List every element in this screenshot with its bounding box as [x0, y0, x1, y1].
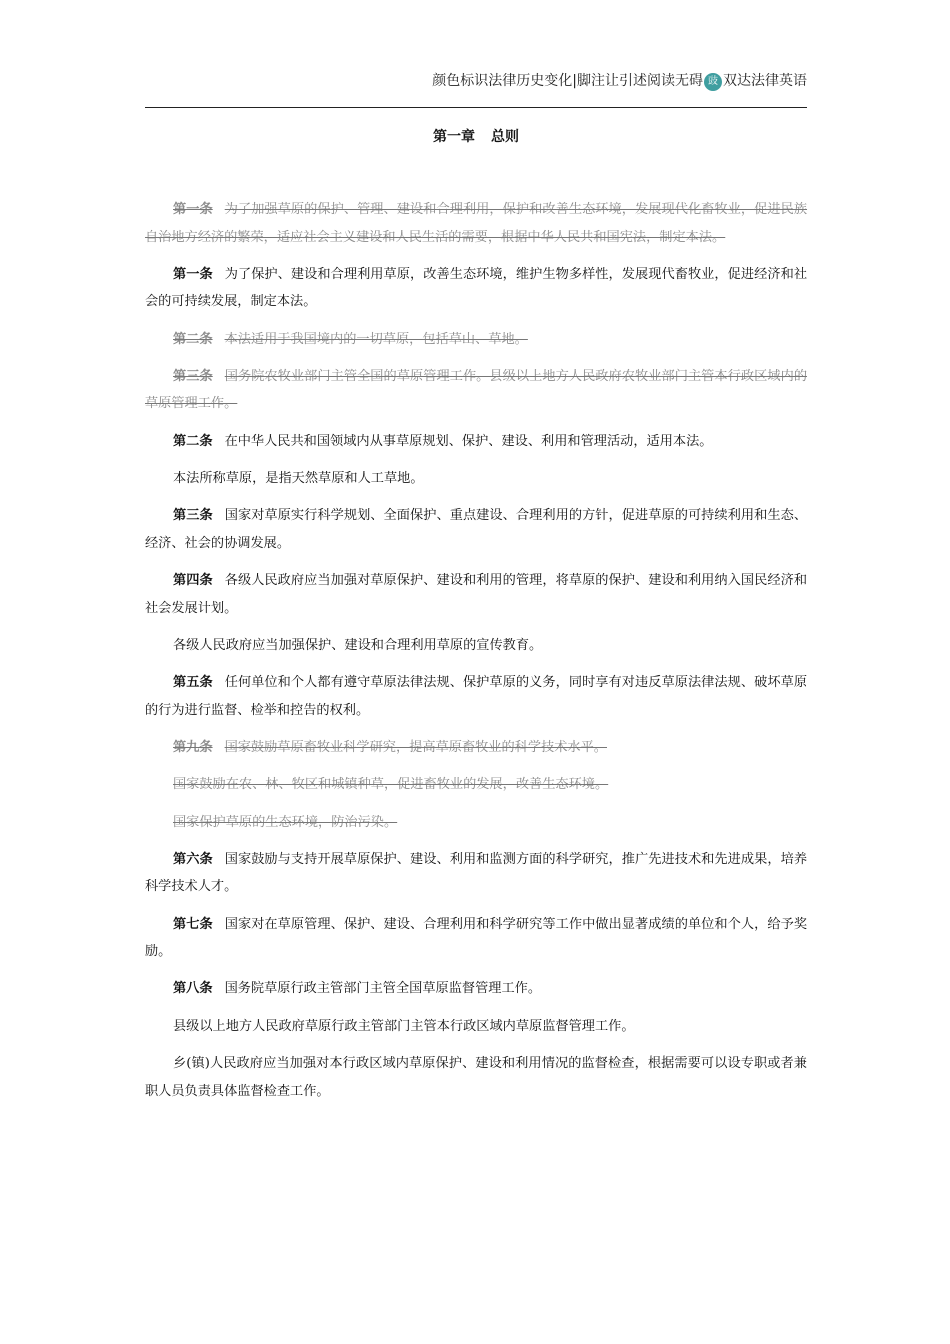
header-divider-line [145, 107, 807, 108]
article-number: 第六条 [173, 851, 213, 867]
article-paragraph [145, 975, 807, 1003]
brand-logo-icon: 豉 [704, 73, 722, 91]
article-paragraph [145, 1050, 807, 1105]
article-number: 第九条 [173, 739, 213, 755]
article-text: 任何单位和个人都有遵守草原法律法规、保护草原的义务，同时享有对违反草原法律法规、破坏草原的行为进行监督、检举和控告的权利。 [145, 675, 808, 718]
header-middle-text: 脚注让引述阅读无碍 [577, 73, 703, 89]
header-divider: | [572, 73, 577, 89]
document-body [145, 196, 807, 1115]
article-number: 第八条 [173, 981, 213, 997]
article-text: 本法所称草原，是指天然草原和人工草地。 [173, 470, 424, 486]
page-header [145, 70, 807, 94]
deleted-article-paragraph [145, 809, 807, 837]
article-number: 第一条 [173, 266, 213, 282]
article-paragraph [145, 846, 807, 901]
deleted-article-paragraph [145, 363, 807, 418]
article-text: 国家鼓励在农、林、牧区和城镇种草，促进畜牧业的发展，改善生态环境。 [173, 777, 609, 793]
deleted-article-paragraph [145, 771, 807, 799]
article-paragraph [145, 632, 807, 660]
article-paragraph [145, 261, 807, 316]
article-text: 国务院草原行政主管部门主管全国草原监督管理工作。 [224, 981, 542, 997]
article-paragraph [145, 428, 807, 456]
deleted-article-paragraph [145, 734, 807, 762]
article-text: 国家鼓励与支持开展草原保护、建设、利用和监测方面的科学研究，推广先进技术和先进成果，培养科学技术人才。 [145, 851, 808, 895]
article-paragraph [145, 567, 807, 622]
article-text: 国务院农牧业部门主管全国的草原管理工作。县级以上地方人民政府农牧业部门主管本行政区域内的草原管理工作。 [145, 368, 808, 412]
article-number: 第三条 [173, 368, 213, 384]
header-brand-name: 双达法律英语 [723, 73, 807, 89]
article-text: 各级人民政府应当加强保护、建设和合理利用草原的宣传教育。 [173, 637, 543, 653]
article-text: 县级以上地方人民政府草原行政主管部门主管本行政区域内草原监督管理工作。 [173, 1018, 635, 1034]
article-text: 国家对草原实行科学规划、全面保护、重点建设、合理利用的方针，促进草原的可持续利用和生态、经济、社会的协调发展。 [145, 508, 808, 551]
article-text: 乡(镇)人民政府应当加强对本行政区域内草原保护、建设和利用情况的监督检查，根据需要可以设专职或者兼职人员负责具体监督检查工作。 [145, 1056, 807, 1099]
article-text: 国家对在草原管理、保护、建设、合理利用和科学研究等工作中做出显著成绩的单位和个人，给予奖励。 [145, 916, 808, 960]
deleted-article-paragraph [145, 326, 807, 354]
article-text: 为了保护、建设和合理利用草原，改善生态环境，维护生物多样性，发展现代畜牧业，促进经济和社会的可持续发展，制定本法。 [145, 266, 808, 310]
article-number: 第五条 [173, 675, 213, 691]
chapter-number: 第一章 [433, 129, 475, 145]
article-number: 第三条 [173, 508, 213, 524]
article-text: 为了加强草原的保护、管理、建设和合理利用，保护和改善生态环境，发展现代化畜牧业，促进民族自治地方经济的繁荣，适应社会主义建设和人民生活的需要，根据中华人民共和国宪法，制定本法。 [145, 202, 808, 245]
article-text: 国家保护草原的生态环境，防治污染。 [173, 814, 398, 830]
article-number: 第一条 [173, 202, 213, 217]
article-paragraph [145, 465, 807, 493]
chapter-heading [145, 126, 807, 146]
article-paragraph [145, 669, 807, 724]
article-paragraph [145, 1013, 807, 1041]
article-paragraph [145, 911, 807, 966]
article-number: 第七条 [173, 916, 213, 932]
article-text: 各级人民政府应当加强对草原保护、建设和利用的管理，将草原的保护、建设和利用纳入国民经济和社会发展计划。 [145, 573, 808, 616]
article-text: 本法适用于我国境内的一切草原，包括草山、草地。 [224, 331, 528, 347]
article-paragraph [145, 502, 807, 557]
article-number: 第四条 [173, 573, 213, 589]
article-text: 在中华人民共和国领域内从事草原规划、保护、建设、利用和管理活动，适用本法。 [224, 433, 713, 449]
deleted-article-paragraph [145, 196, 807, 251]
header-left-text: 颜色标识法律历史变化 [432, 73, 573, 89]
chapter-title: 总则 [491, 129, 519, 145]
article-number: 第二条 [173, 331, 213, 347]
article-text: 国家鼓励草原畜牧业科学研究，提高草原畜牧业的科学技术水平。 [224, 739, 607, 755]
article-number: 第二条 [173, 433, 213, 449]
